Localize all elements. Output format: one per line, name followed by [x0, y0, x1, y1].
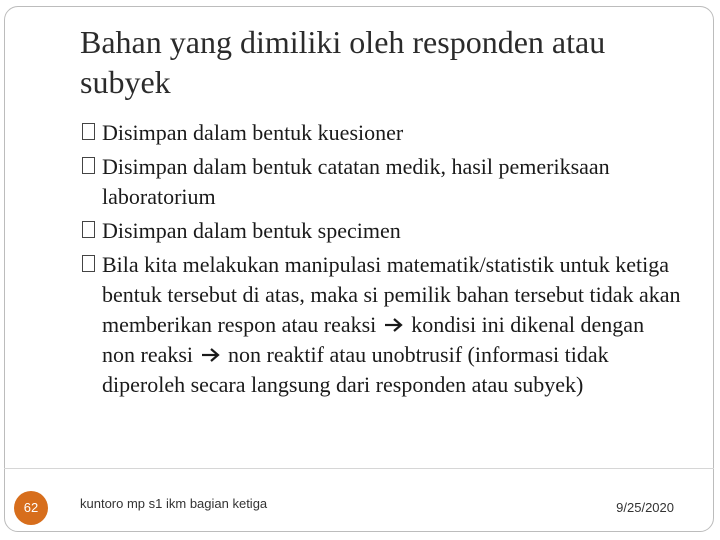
footer-date: 9/25/2020 — [616, 500, 674, 515]
footer-text: kuntoro mp s1 ikm bagian ketiga — [80, 496, 268, 511]
bullet-text: Disimpan dalam bentuk catatan medik, hasil pemeriksaan laboratorium — [102, 154, 610, 209]
bullet-text-part: kondisi ini dikenal dengan non reaksi — [102, 312, 645, 367]
bullet-text-part: non reaktif atau unobtrusif (informasi tidak diperoleh secara langsung dari responden atau subyek) — [102, 342, 609, 397]
footer-divider — [4, 468, 714, 469]
bullet-item — [82, 118, 682, 148]
bullet-item — [82, 216, 682, 246]
slide-title: Bahan yang dimiliki oleh responden atau subyek — [80, 24, 606, 100]
arrow-right-icon — [201, 347, 221, 363]
bullet-text: Disimpan dalam bentuk specimen — [102, 218, 401, 243]
hollow-square-icon — [82, 123, 95, 140]
bullet-item — [82, 152, 682, 212]
slide-number-badge: 62 — [14, 491, 48, 525]
bullet-text-part: Bila kita melakukan manipulasi matematik/statistik untuk ketiga bentuk tersebut di atas, maka si pemilik bahan tersebut tidak akan memberikan respon atau reaksi — [102, 252, 681, 337]
arrow-right-icon — [384, 317, 404, 333]
hollow-square-icon — [82, 255, 95, 272]
hollow-square-icon — [82, 157, 95, 174]
hollow-square-icon — [82, 221, 95, 238]
bullet-text: Disimpan dalam bentuk kuesioner — [102, 120, 404, 145]
bullet-item — [82, 250, 682, 400]
bullet-list — [82, 118, 682, 404]
